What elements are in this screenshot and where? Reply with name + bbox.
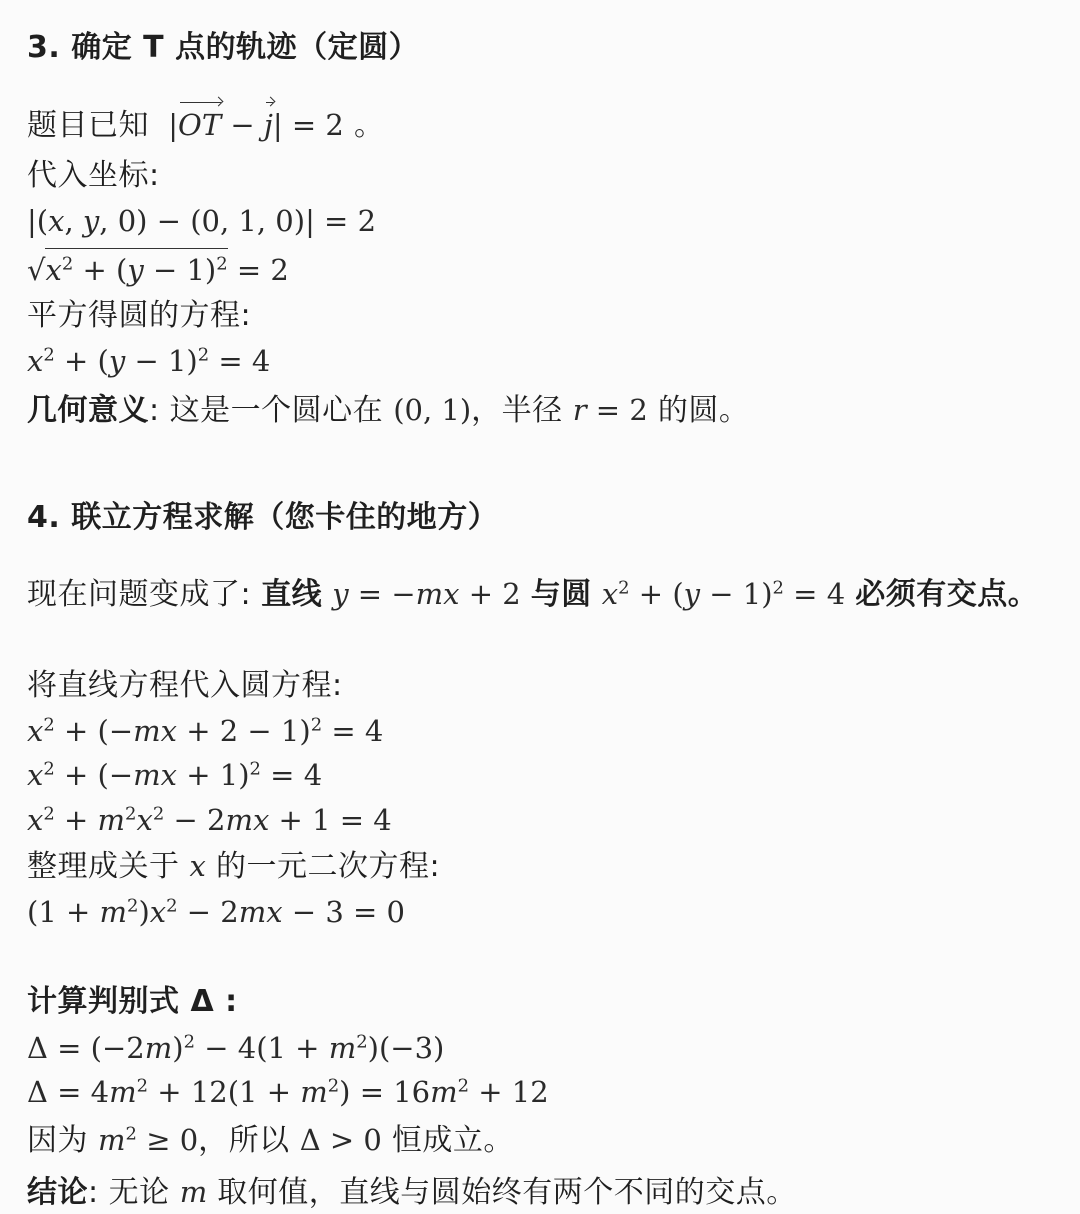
given-line [27, 105, 384, 146]
conclusion-line [27, 1172, 797, 1213]
because-text: 因为 [27, 1123, 88, 1158]
var-m: m [179, 1175, 208, 1209]
must-intersect: 必须有交点。 [855, 577, 1039, 612]
given-text: 题目已知 [27, 108, 149, 143]
so-text: ，所以 [198, 1123, 290, 1158]
section-4-heading: 4. 联立方程求解（您卡住的地方） [27, 500, 499, 535]
meaning-mid: ，半径 [471, 393, 563, 428]
arrange-text-a: 整理成关于 [27, 849, 180, 884]
conclusion-text-a: : 无论 [88, 1175, 170, 1210]
substitute-label: 代入坐标: [27, 158, 160, 193]
formula-sqrt: $√x^2 + (y - 1)^2 = 2$ [27, 248, 289, 290]
plugin-label: 将直线方程代入圆方程: [27, 668, 343, 703]
formula-plugin-1: $x^2 + (-mx + 2 - 1)^2 = 4$ [27, 714, 384, 748]
var-x: x [189, 849, 206, 883]
meaning-text: : 这是一个圆心在 [149, 393, 384, 428]
center-formula: (0, 1) [393, 393, 472, 427]
because-line [27, 1120, 514, 1161]
formula-plugin-3: $x^2 + m^2x^2 - 2mx + 1 = 4$ [27, 803, 392, 837]
meaning-label: 几何意义 [27, 393, 149, 428]
discriminant-label: 计算判别式 Δ : [27, 984, 238, 1019]
circle-formula: $x^2 + (y - 1)^2 = 4$ [601, 577, 846, 611]
section-3-heading: 3. 确定 T 点的轨迹（定圆） [27, 30, 420, 65]
square-label: 平方得圆的方程: [27, 298, 252, 333]
with-circle: 与圆 [530, 577, 592, 612]
meaning-line [27, 390, 749, 431]
problem-text: 现在问题变成了: [27, 577, 252, 612]
conclusion-text-b: 取何值，直线与圆始终有两个不同的交点。 [217, 1175, 797, 1210]
radius-formula: r = 2 [572, 393, 648, 427]
meaning-end: 的圆。 [657, 393, 750, 428]
line-word: 直线 [261, 577, 323, 612]
m-squared-formula: $m^2 \ge 0$ [98, 1123, 199, 1157]
formula-quadratic: $(1 + m^2)x^2 - 2mx - 3 = 0$ [27, 895, 405, 929]
arrange-text-b: 的一元二次方程: [215, 849, 441, 884]
arrange-line [27, 846, 440, 887]
delta-positive-formula: Δ > 0 [299, 1123, 382, 1157]
formula-disc-2: $\Delta = 4m^2 + 12(1 + m^2) = 16m^2 + 12$ [27, 1075, 549, 1109]
given-end: 。 [353, 108, 385, 143]
given-formula: |OT − j| = 2 [159, 108, 344, 142]
line-formula: y = −mx + 2 [332, 577, 521, 611]
formula-abs: |(x, y, 0) − (0, 1, 0)| = 2 [27, 204, 377, 238]
problem-line [27, 574, 1038, 615]
formula-plugin-2: $x^2 + (-mx + 1)^2 = 4$ [27, 758, 323, 792]
conclusion-label: 结论 [27, 1175, 88, 1210]
formula-disc-1: $\Delta = (-2m)^2 - 4(1 + m^2)(-3)$ [27, 1031, 445, 1065]
formula-circle: $x^2 + (y - 1)^2 = 4$ [27, 344, 271, 378]
always-text: 恒成立。 [391, 1123, 514, 1158]
